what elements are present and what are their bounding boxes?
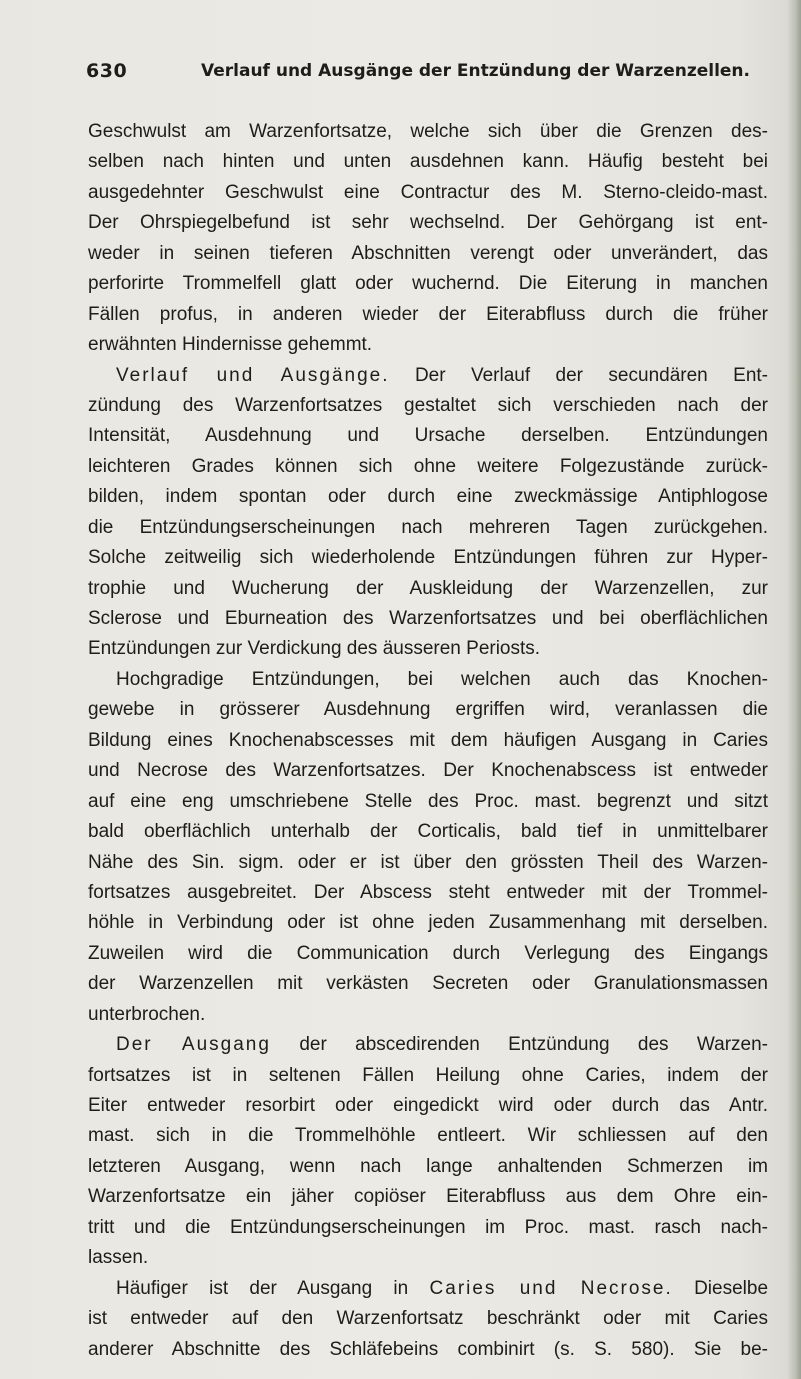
text-line: erwähnten Hindernisse gehemmt. bbox=[88, 334, 373, 356]
text-line: ausgedehnter Geschwulst eine Contractur des M. Sterno-cleido-mast. bbox=[88, 181, 768, 203]
text-line: Hochgradige Entzündungen, bei welchen auch das Knochen- bbox=[116, 668, 768, 690]
page-number: 630 bbox=[86, 60, 128, 82]
text-line: anderer Abschnitte des Schläfebeins combinirt (s. S. 580). Sie be- bbox=[88, 1338, 768, 1360]
text-line: selben nach hinten und unten ausdehnen kann. Häufig besteht bei bbox=[88, 151, 768, 173]
term-ausgang: Der Ausgang bbox=[116, 1034, 271, 1056]
running-head: Verlauf und Ausgänge der Entzündung der Warzenzellen. bbox=[201, 61, 750, 81]
text-line: lassen. bbox=[88, 1247, 149, 1269]
text-fragment: Dieselbe bbox=[694, 1277, 768, 1299]
text-line: Solche zeitweilig sich wiederholende Entzündungen führen zur Hyper- bbox=[88, 547, 768, 569]
text-line: letzteren Ausgang, wenn nach lange anhaltenden Schmerzen im bbox=[88, 1155, 768, 1177]
text-line: Zuweilen wird die Communication durch Verlegung des Eingangs bbox=[88, 942, 768, 964]
text-line: fortsatzes ist in seltenen Fällen Heilung ohne Caries, indem der bbox=[88, 1064, 768, 1086]
text-line: der Warzenzellen mit verkästen Secreten oder Granulationsmassen bbox=[88, 973, 768, 995]
text-line: fortsatzes ausgebreitet. Der Abscess steht entweder mit der Trommel- bbox=[88, 881, 768, 903]
text-line: bald oberflächlich unterhalb der Corticalis, bald tief in unmittelbarer bbox=[88, 821, 768, 843]
text-line: zündung des Warzenfortsatzes gestaltet sich verschieden nach der bbox=[88, 394, 768, 416]
text-line: ist entweder auf den Warzenfortsatz beschränkt oder mit Caries bbox=[88, 1308, 768, 1330]
section-heading: Verlauf und Ausgänge. bbox=[116, 364, 390, 386]
text-line: Sclerose und Eburneation des Warzenfortsatzes und bei oberflächlichen bbox=[88, 608, 768, 629]
text-line: die Entzündungserscheinungen nach mehreren Tagen zurückgehen. bbox=[88, 516, 768, 538]
page-header bbox=[86, 60, 750, 90]
text-line: unterbrochen. bbox=[88, 1003, 206, 1025]
text-fragment: Häufiger ist der Ausgang in bbox=[116, 1277, 409, 1299]
text-line: gewebe in grösserer Ausdehnung ergriffen wird, veranlassen die bbox=[88, 699, 768, 721]
text-line: auf eine eng umschriebene Stelle des Proc. mast. begrenzt und sitzt bbox=[88, 790, 768, 812]
text-line: weder in seinen tieferen Abschnitten verengt oder unverändert, das bbox=[88, 242, 768, 264]
text-line bbox=[88, 1274, 768, 1304]
text-line: perforirte Trommelfell glatt oder wuchernd. Die Eiterung in manchen bbox=[88, 273, 768, 295]
text-line: leichteren Grades können sich ohne weitere Folgezustände zurück- bbox=[88, 455, 768, 477]
text-line: tritt und die Entzündungserscheinungen im Proc. mast. rasch nach- bbox=[88, 1216, 768, 1238]
text-line: Der Ohrspiegelbefund ist sehr wechselnd. Der Gehörgang ist ent- bbox=[88, 212, 768, 234]
text-line: Intensität, Ausdehnung und Ursache derselben. Entzündungen bbox=[88, 425, 768, 447]
text-line: Bildung eines Knochenabscesses mit dem häufigen Ausgang in Caries bbox=[88, 729, 768, 751]
text-line: Nähe des Sin. sigm. oder er ist über den grössten Theil des Warzen- bbox=[88, 851, 768, 873]
text-line: und Necrose des Warzenfortsatzes. Der Knochenabscess ist entweder bbox=[88, 760, 768, 782]
page-edge-shadow bbox=[787, 0, 801, 1379]
text-line: Fällen profus, in anderen wieder der Eiterabfluss durch die früher bbox=[88, 303, 768, 325]
text-fragment: der abscedirenden Entzündung des Warzen- bbox=[299, 1034, 768, 1056]
text-line: Entzündungen zur Verdickung des äusseren Periosts. bbox=[88, 638, 541, 660]
text-line: Geschwulst am Warzenfortsatze, welche sich über die Grenzen des- bbox=[88, 121, 768, 142]
text-line: bilden, indem spontan oder durch eine zweckmässige Antiphlogose bbox=[88, 486, 768, 508]
text-fragment: Der Verlauf der secundären Ent- bbox=[414, 364, 768, 386]
body-text bbox=[88, 117, 768, 1365]
text-line: trophie und Wucherung der Auskleidung der Warzenzellen, zur bbox=[88, 577, 768, 599]
text-line: mast. sich in die Trommelhöhle entleert. Wir schliessen auf den bbox=[88, 1125, 768, 1147]
section-heading-line bbox=[88, 361, 768, 391]
text-line: Eiter entweder resorbirt oder eingedickt wird oder durch das Antr. bbox=[88, 1095, 768, 1116]
text-line: Warzenfortsatze ein jäher copiöser Eiterabfluss aus dem Ohre ein- bbox=[88, 1186, 768, 1208]
text-line: höhle in Verbindung oder ist ohne jeden Zusammenhang mit derselben. bbox=[88, 912, 768, 934]
term-caries-necrose: Caries und Necrose. bbox=[429, 1277, 673, 1299]
text-line bbox=[88, 1030, 768, 1060]
